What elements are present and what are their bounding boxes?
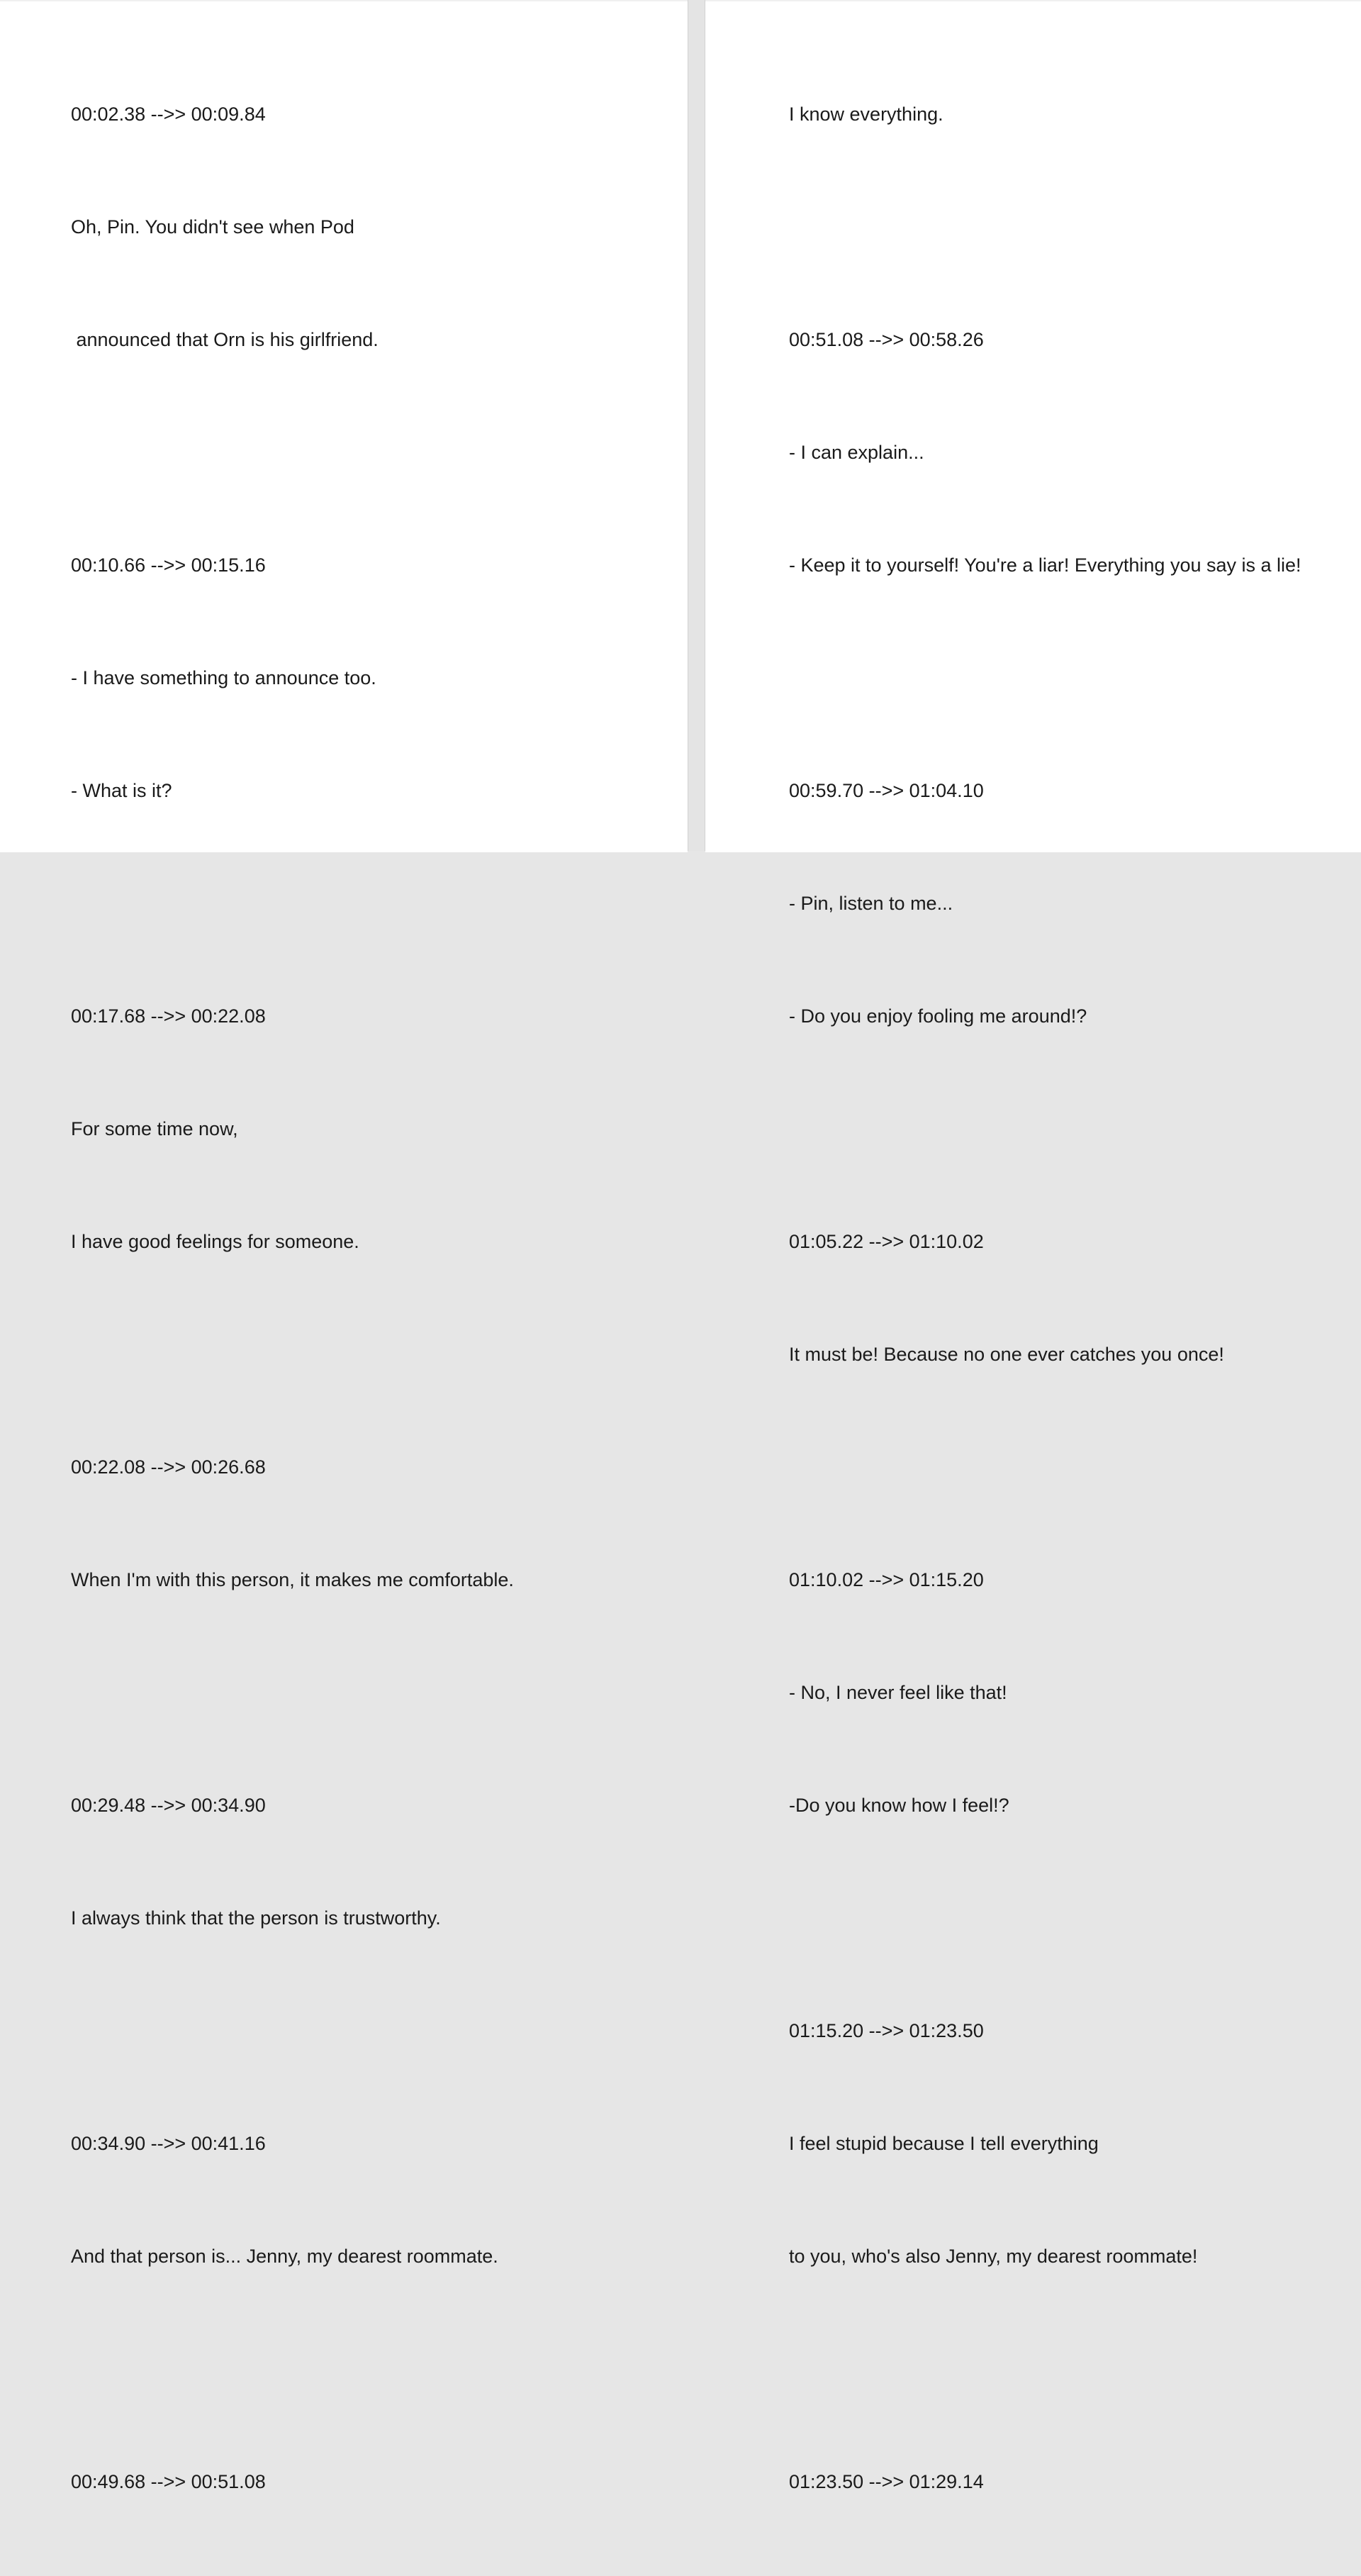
timestamp-line: 01:15.20 -->> 01:23.50 — [789, 2020, 984, 2041]
timestamp-line: 00:49.68 -->> 00:51.08 — [71, 2471, 266, 2492]
timestamp-line: 00:51.08 -->> 00:58.26 — [789, 329, 984, 350]
blank-line — [789, 659, 1301, 697]
subtitle-line: - I have something to announce too. — [71, 667, 376, 688]
blank-line — [71, 1674, 514, 1712]
subtitle-line: And that person is... Jenny, my dearest roommate. — [71, 2246, 498, 2267]
subtitle-line: announced that Orn is his girlfriend. — [71, 329, 379, 350]
subtitle-line: When I'm with this person, it makes me comfortable. — [71, 1569, 514, 1590]
blank-line — [71, 2012, 514, 2050]
subtitle-line: I have good feelings for someone. — [71, 1231, 359, 1252]
subtitle-line: - No, I never feel like that! — [789, 1682, 1007, 1703]
document-page-right[interactable] — [705, 0, 1361, 2492]
blank-line — [789, 2351, 1301, 2388]
subtitle-line: - Do you enjoy fooling me around!? — [789, 1005, 1087, 1027]
page-text-column — [789, 21, 1301, 2576]
subtitle-line: - I can explain... — [789, 442, 924, 463]
subtitle-line: For some time now, — [71, 1118, 238, 1139]
timestamp-line: 00:59.70 -->> 01:04.10 — [789, 780, 984, 801]
blank-line — [71, 885, 514, 922]
subtitle-line: -Do you know how I feel!? — [789, 1795, 1009, 1816]
timestamp-line: 00:34.90 -->> 00:41.16 — [71, 2133, 266, 2154]
blank-line — [789, 1900, 1301, 1937]
page-text-column — [71, 21, 514, 2576]
timestamp-line: 00:10.66 -->> 00:15.16 — [71, 554, 266, 576]
timestamp-line: 00:02.38 -->> 00:09.84 — [71, 104, 266, 125]
blank-line — [789, 1110, 1301, 1148]
subtitle-line: Oh, Pin. You didn't see when Pod — [71, 216, 354, 238]
blank-line — [789, 208, 1301, 246]
timestamp-line: 00:22.08 -->> 00:26.68 — [71, 1456, 266, 1478]
subtitle-line: I know everything. — [789, 104, 943, 125]
subtitle-line: - What is it? — [71, 780, 172, 801]
blank-line — [71, 434, 514, 472]
subtitle-line: I feel stupid because I tell everything — [789, 2133, 1099, 2154]
subtitle-line: - Keep it to yourself! You're a liar! Everything you say is a lie! — [789, 554, 1301, 576]
timestamp-line: 01:10.02 -->> 01:15.20 — [789, 1569, 984, 1590]
timestamp-line: 00:17.68 -->> 00:22.08 — [71, 1005, 266, 1027]
document-page-left[interactable] — [0, 0, 688, 2492]
page-gap-divider — [688, 0, 705, 851]
timestamp-line: 01:05.22 -->> 01:10.02 — [789, 1231, 984, 1252]
subtitle-line: I always think that the person is trustworthy. — [71, 1907, 441, 1929]
subtitle-line: It must be! Because no one ever catches you once! — [789, 1344, 1224, 1365]
subtitle-line: - Pin, listen to me... — [789, 893, 953, 914]
blank-line — [789, 1449, 1301, 1486]
blank-line — [71, 2351, 514, 2388]
timestamp-line: 01:23.50 -->> 01:29.14 — [789, 2471, 984, 2492]
subtitle-line: to you, who's also Jenny, my dearest roommate! — [789, 2246, 1198, 2267]
timestamp-line: 00:29.48 -->> 00:34.90 — [71, 1795, 266, 1816]
blank-line — [71, 1336, 514, 1373]
